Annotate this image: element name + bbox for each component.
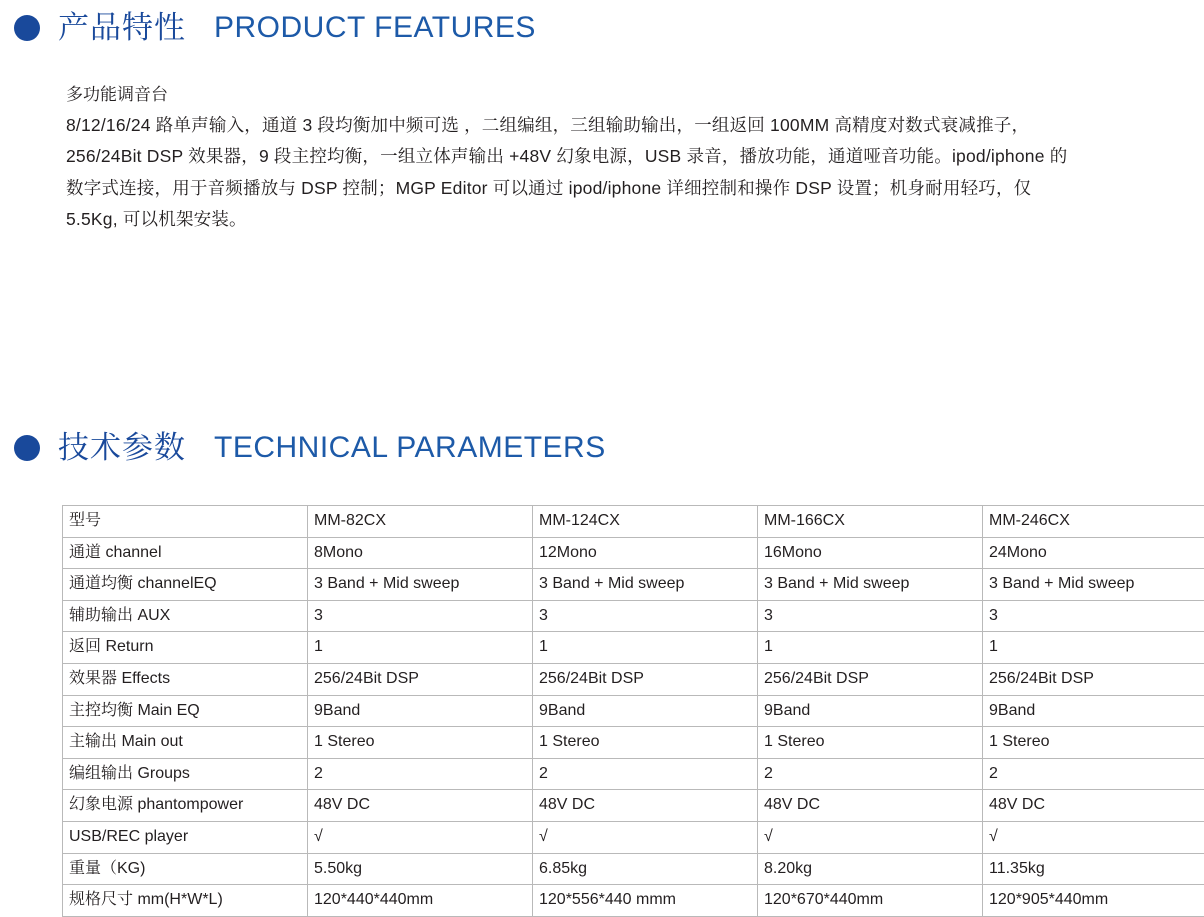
specification-table	[62, 505, 1204, 917]
table-cell: 120*440*440mm	[308, 885, 533, 917]
table-cell: 1 Stereo	[533, 727, 758, 759]
table-cell: 1	[758, 632, 983, 664]
bullet-icon	[14, 15, 40, 41]
table-cell: 256/24Bit DSP	[533, 663, 758, 695]
table-cell: 3	[533, 600, 758, 632]
table-cell: √	[983, 821, 1204, 853]
table-cell: 16Mono	[758, 537, 983, 569]
table-cell: 120*670*440mm	[758, 885, 983, 917]
table-cell: 9Band	[308, 695, 533, 727]
table-cell: 2	[758, 758, 983, 790]
table-cell: 3	[758, 600, 983, 632]
table-cell: 3	[308, 600, 533, 632]
features-paragraph: 8/12/16/24 路单声输入，通道 3 段均衡加中频可选 ，二组编组，三组输助输出，一组返回 100MM 高精度对数式衰减推子，256/24Bit DSP 效果器，9 段主控均衡，一组立体声输出 +48V 幻象电源，USB 录音，播放功能，通道哑音功能。ipod/iphone 的数字式连接，用于音频播放与 DSP 控制；MGP Editor 可以通过 ipod/iphone 详细控制和操作 DSP 设置；机身耐用轻巧，仅 5.5Kg, 可以机架安装。	[66, 110, 1076, 235]
features-body	[66, 82, 1076, 235]
table-cell: 9Band	[533, 695, 758, 727]
table-row-label: 编组输出 Groups	[63, 758, 308, 790]
table-cell: 1 Stereo	[308, 727, 533, 759]
table-row-label: 幻象电源 phantompower	[63, 790, 308, 822]
table-row-label: 主控均衡 Main EQ	[63, 695, 308, 727]
table-cell: 1	[308, 632, 533, 664]
table-row	[63, 790, 1204, 822]
specification-table-wrapper	[62, 505, 1144, 917]
table-cell: √	[533, 821, 758, 853]
table-cell: 256/24Bit DSP	[308, 663, 533, 695]
table-cell: 3 Band + Mid sweep	[758, 569, 983, 601]
table-cell: 48V DC	[533, 790, 758, 822]
table-cell: 12Mono	[533, 537, 758, 569]
table-row	[63, 600, 1204, 632]
table-cell: 11.35kg	[983, 853, 1204, 885]
parameters-title-cn: 技术参数	[58, 432, 186, 463]
features-title-en: PRODUCT FEATURES	[214, 13, 536, 43]
table-cell: 8Mono	[308, 537, 533, 569]
table-row	[63, 727, 1204, 759]
table-row	[63, 663, 1204, 695]
table-row-label: 返回 Return	[63, 632, 308, 664]
table-cell: 3 Band + Mid sweep	[308, 569, 533, 601]
table-cell: 120*905*440mm	[983, 885, 1204, 917]
table-row-label: 重量（KG)	[63, 853, 308, 885]
table-cell: 48V DC	[758, 790, 983, 822]
table-cell: MM-246CX	[983, 506, 1204, 538]
table-cell: 24Mono	[983, 537, 1204, 569]
table-row-label: 效果器 Effects	[63, 663, 308, 695]
table-cell: 3	[983, 600, 1204, 632]
table-row-label: USB/REC player	[63, 821, 308, 853]
table-cell: 2	[983, 758, 1204, 790]
table-cell: 1 Stereo	[983, 727, 1204, 759]
table-row	[63, 821, 1204, 853]
table-cell: 3 Band + Mid sweep	[533, 569, 758, 601]
parameters-title-en: TECHNICAL PARAMETERS	[214, 433, 606, 463]
parameters-section-heading	[14, 432, 606, 463]
table-cell: 1	[533, 632, 758, 664]
table-cell: 6.85kg	[533, 853, 758, 885]
table-cell: 2	[308, 758, 533, 790]
table-row	[63, 853, 1204, 885]
table-row-label: 主输出 Main out	[63, 727, 308, 759]
table-cell: √	[308, 821, 533, 853]
table-cell: 256/24Bit DSP	[983, 663, 1204, 695]
table-cell: √	[758, 821, 983, 853]
table-row	[63, 537, 1204, 569]
table-cell: 256/24Bit DSP	[758, 663, 983, 695]
table-cell: 48V DC	[983, 790, 1204, 822]
features-section-heading	[14, 12, 536, 43]
table-cell: MM-124CX	[533, 506, 758, 538]
table-row-label: 辅助输出 AUX	[63, 600, 308, 632]
table-row-label: 规格尺寸 mm(H*W*L)	[63, 885, 308, 917]
table-cell: 8.20kg	[758, 853, 983, 885]
table-row-label: 型号	[63, 506, 308, 538]
bullet-icon	[14, 435, 40, 461]
table-cell: 3 Band + Mid sweep	[983, 569, 1204, 601]
features-title-cn: 产品特性	[58, 12, 186, 43]
table-row-label: 通道 channel	[63, 537, 308, 569]
features-subtitle: 多功能调音台	[66, 82, 1076, 108]
table-row	[63, 695, 1204, 727]
table-cell: 9Band	[983, 695, 1204, 727]
table-cell: 48V DC	[308, 790, 533, 822]
table-row	[63, 885, 1204, 917]
table-cell: 1 Stereo	[758, 727, 983, 759]
table-row	[63, 632, 1204, 664]
table-cell: 2	[533, 758, 758, 790]
table-row	[63, 506, 1204, 538]
table-row-label: 通道均衡 channelEQ	[63, 569, 308, 601]
table-cell: 9Band	[758, 695, 983, 727]
table-cell: 5.50kg	[308, 853, 533, 885]
table-cell: 120*556*440 mmm	[533, 885, 758, 917]
table-row	[63, 569, 1204, 601]
table-cell: 1	[983, 632, 1204, 664]
table-cell: MM-166CX	[758, 506, 983, 538]
table-cell: MM-82CX	[308, 506, 533, 538]
table-row	[63, 758, 1204, 790]
